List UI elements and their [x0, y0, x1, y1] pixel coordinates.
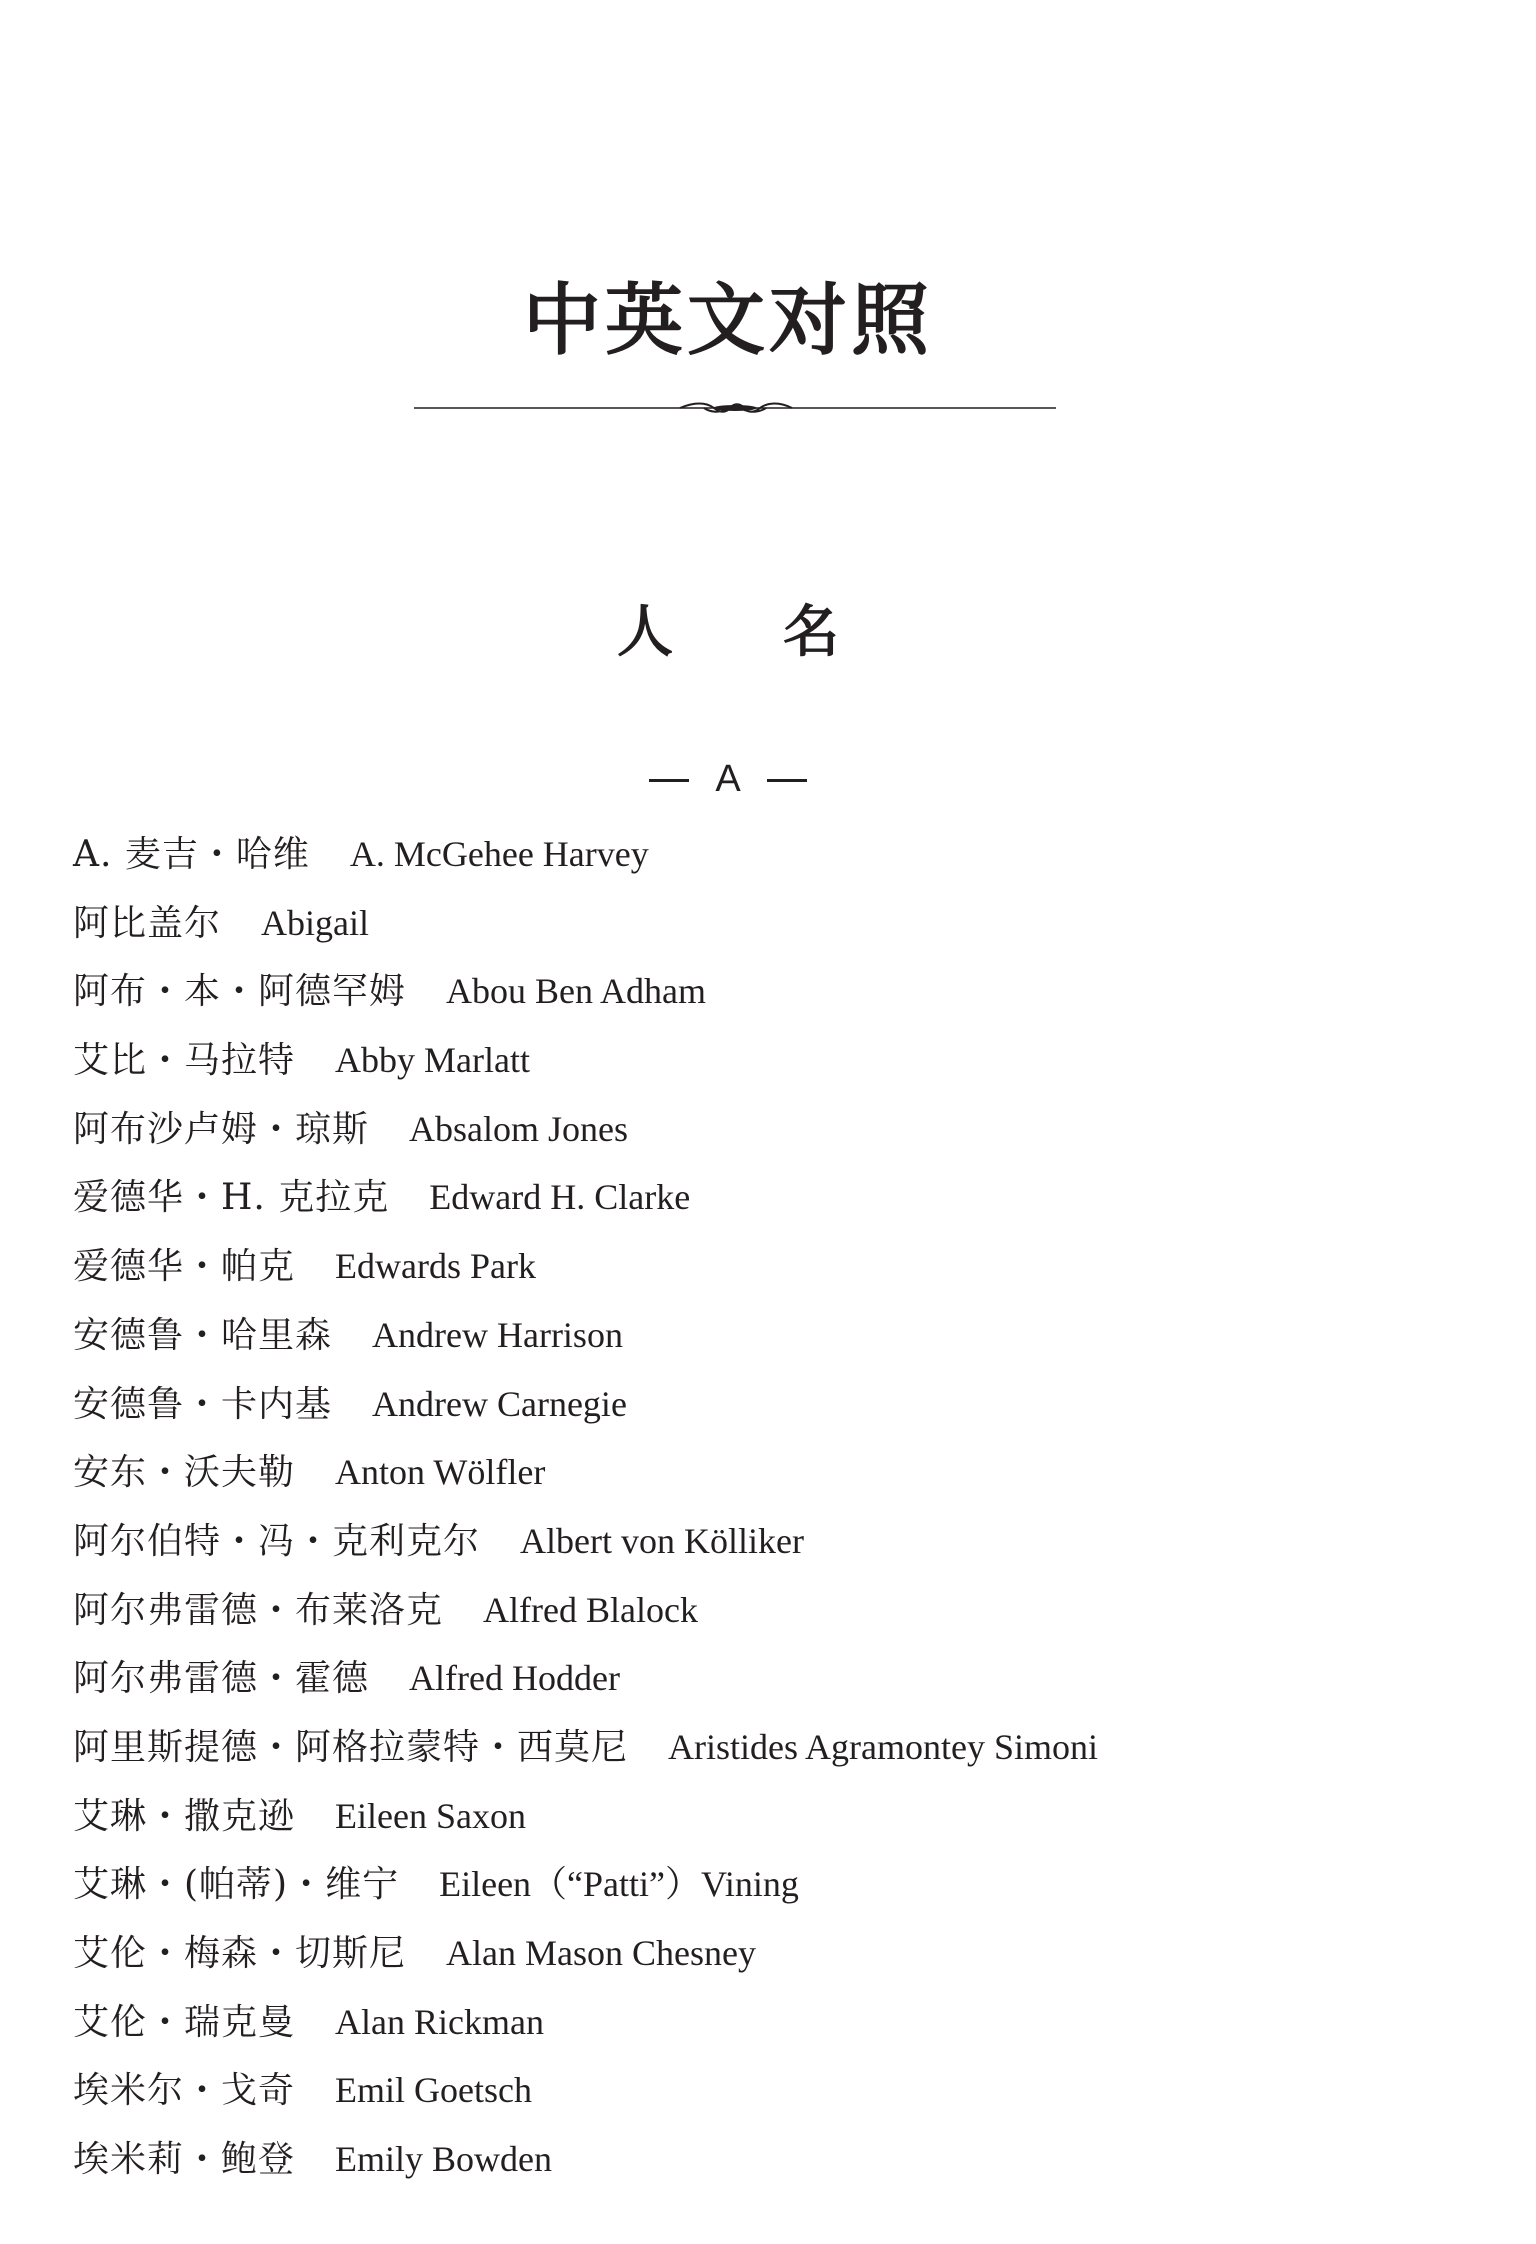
- english-name: Abby Marlatt: [335, 1040, 530, 1081]
- letter-heading: [0, 760, 1456, 798]
- name-entry: [73, 1996, 1098, 2065]
- name-entry: [73, 1378, 1098, 1447]
- english-name: Abou Ben Adham: [446, 971, 706, 1012]
- name-entry: [73, 1515, 1098, 1584]
- english-name: Abigail: [261, 902, 369, 943]
- chinese-name: 艾伦・瑞克曼: [73, 2001, 296, 2043]
- english-name: Edward H. Clarke: [429, 1177, 691, 1218]
- name-entry: [73, 828, 1098, 897]
- name-entry: [73, 1790, 1098, 1859]
- chinese-name: 阿尔弗雷德・霍德: [73, 1658, 370, 1700]
- english-name: Emil Goetsch: [335, 2070, 532, 2111]
- chinese-name: 艾琳・(帕蒂)・维宁: [73, 1864, 400, 1906]
- english-name: Albert von Kölliker: [520, 1520, 804, 1561]
- letter-heading-label: A: [715, 758, 741, 800]
- name-entry: [73, 1240, 1098, 1309]
- chinese-name: 安德鲁・哈里森: [73, 1314, 333, 1356]
- chinese-name: 阿尔弗雷德・布莱洛克: [73, 1589, 444, 1631]
- english-name: A. McGehee Harvey: [349, 834, 649, 874]
- ornamental-rule: [414, 396, 1056, 420]
- english-name: Eileen Saxon: [335, 1795, 526, 1836]
- dash-left: [649, 779, 689, 782]
- chinese-name: 埃米莉・鲍登: [73, 2139, 296, 2181]
- english-name: Emily Bowden: [335, 2139, 552, 2180]
- english-name: Andrew Carnegie: [372, 1383, 627, 1424]
- english-name: Andrew Harrison: [372, 1314, 623, 1355]
- name-entry-list: [73, 828, 1098, 2202]
- name-entry: [73, 1721, 1098, 1790]
- name-entry: [73, 1446, 1098, 1515]
- english-name: Absalom Jones: [409, 1108, 629, 1149]
- chinese-name: 爱德华・H. 克拉克: [73, 1177, 390, 1219]
- section-heading-right: 名: [783, 599, 839, 665]
- chinese-name: A. 麦吉・哈维: [73, 834, 310, 875]
- chinese-name: 阿比盖尔: [73, 902, 222, 944]
- chinese-name: 爱德华・帕克: [73, 1246, 296, 1288]
- english-name: Anton Wölfler: [335, 1452, 546, 1493]
- chinese-name: 埃米尔・戈奇: [73, 2070, 296, 2112]
- name-entry: [73, 1171, 1098, 1240]
- name-entry: [73, 1584, 1098, 1653]
- name-entry: [73, 1858, 1098, 1927]
- chinese-name: 艾比・马拉特: [73, 1040, 296, 1082]
- chinese-name: 安德鲁・卡内基: [73, 1383, 333, 1425]
- name-entry: [73, 1103, 1098, 1172]
- page-title: 中英文对照: [522, 275, 933, 366]
- chinese-name: 艾琳・撒克逊: [73, 1795, 296, 1837]
- chinese-name: 安东・沃夫勒: [73, 1452, 296, 1494]
- chinese-name: 阿里斯提德・阿格拉蒙特・西莫尼: [73, 1726, 629, 1768]
- english-name: Alfred Hodder: [409, 1658, 620, 1699]
- english-name: Edwards Park: [335, 1246, 536, 1287]
- name-entry: [73, 2064, 1098, 2133]
- english-name: Aristides Agramontey Simoni: [668, 1726, 1098, 1767]
- english-name: Eileen（“Patti”）Vining: [439, 1864, 799, 1905]
- name-entry: [73, 965, 1098, 1034]
- chinese-name: 艾伦・梅森・切斯尼: [73, 1933, 407, 1974]
- name-entry: [73, 897, 1098, 966]
- name-entry: [73, 1927, 1098, 1996]
- chinese-name: 阿尔伯特・冯・克利克尔: [73, 1520, 481, 1562]
- section-heading-left: 人: [617, 599, 673, 665]
- name-entry: [73, 1034, 1098, 1103]
- name-entry: [73, 1652, 1098, 1721]
- section-heading: [0, 599, 1456, 665]
- chinese-name: 阿布・本・阿德罕姆: [73, 971, 407, 1013]
- name-entry: [73, 2133, 1098, 2202]
- english-name: Alan Rickman: [335, 2001, 544, 2042]
- dash-right: [767, 779, 807, 782]
- chinese-name: 阿布沙卢姆・琼斯: [73, 1108, 370, 1150]
- english-name: Alan Mason Chesney: [446, 1933, 756, 1973]
- english-name: Alfred Blalock: [483, 1589, 698, 1630]
- name-entry: [73, 1309, 1098, 1378]
